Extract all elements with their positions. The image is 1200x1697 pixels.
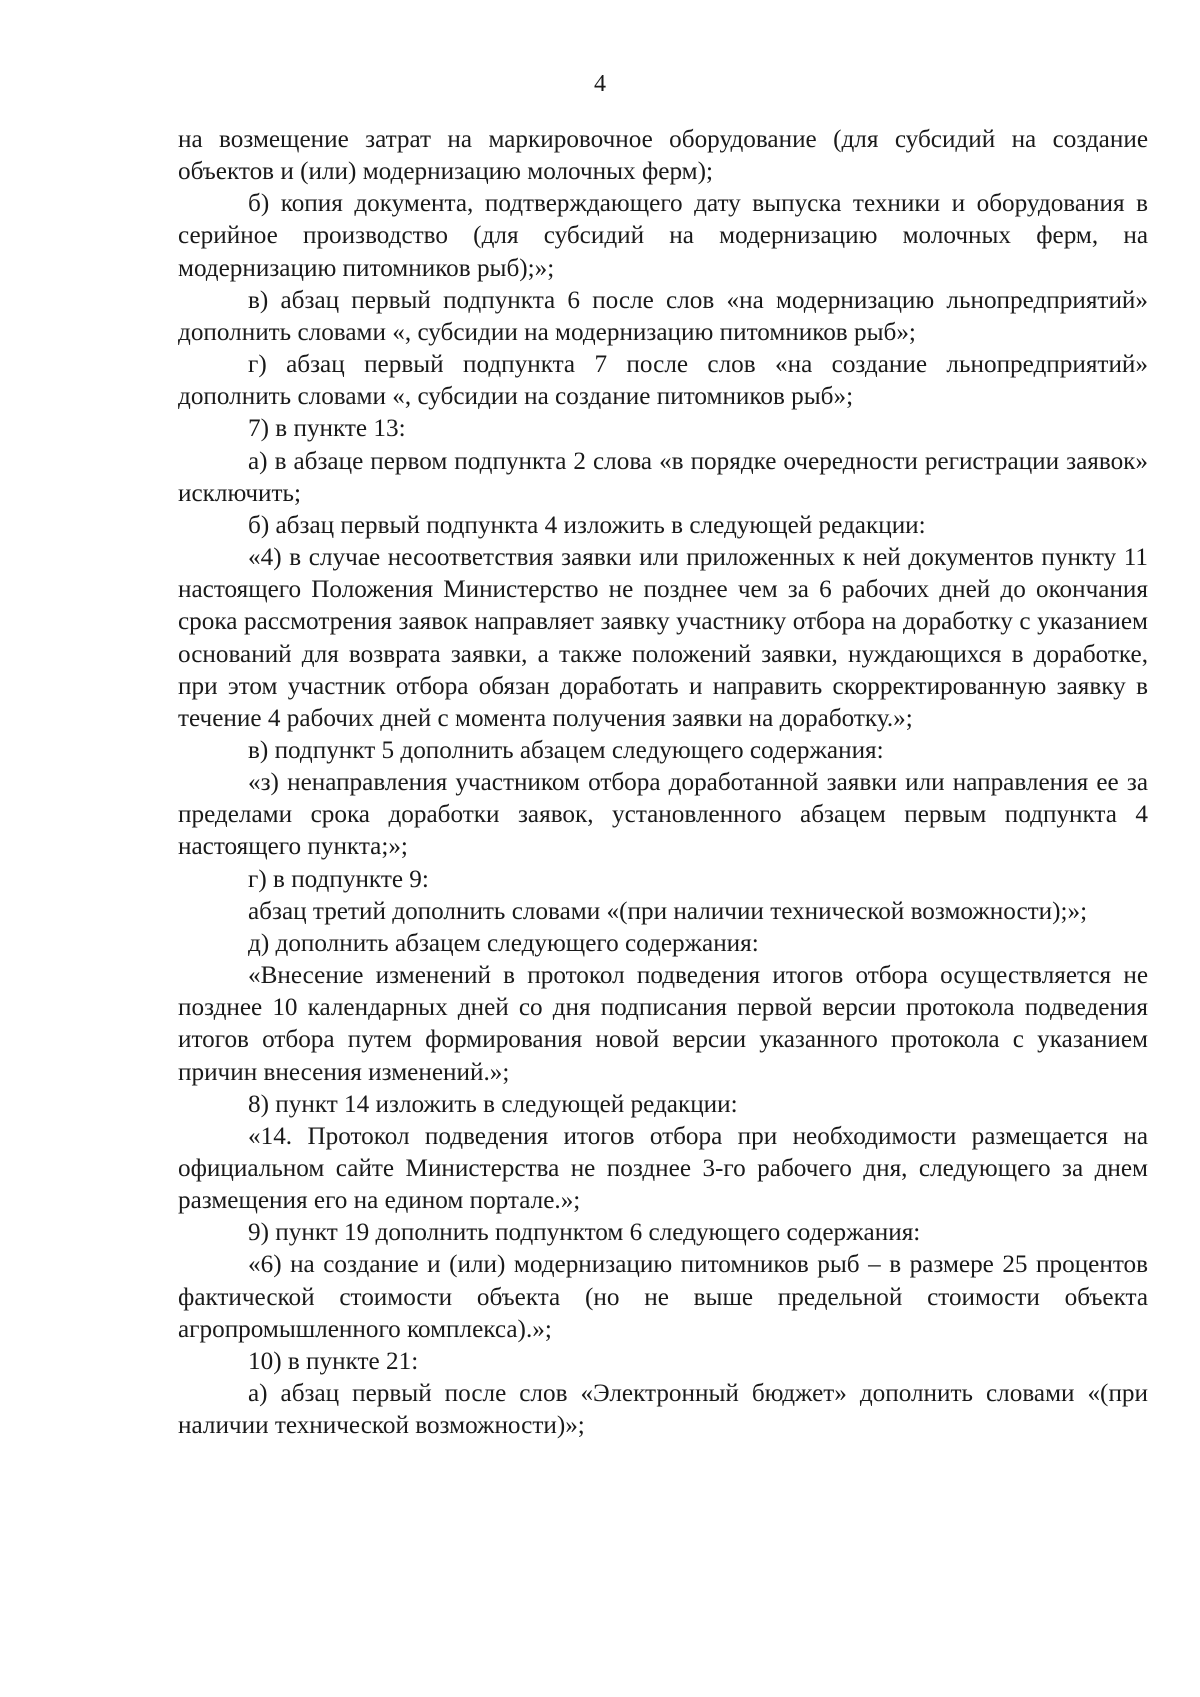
paragraph: д) дополнить абзацем следующего содержания: <box>248 929 759 957</box>
paragraph: 8) пункт 14 изложить в следующей редакции: <box>248 1090 738 1118</box>
paragraph: г) в подпункте 9: <box>248 865 429 893</box>
paragraph: абзац третий дополнить словами «(при наличии технической возможности);»; <box>248 897 1088 925</box>
paragraph: г) абзац первый подпункта 7 после слов «на создание льнопредприятий» дополнить словами «, субсидии на создание питомников рыб»; <box>178 351 1148 411</box>
paragraph: «Внесение изменений в протокол подведения итогов отбора осуществляется не позднее 10 календарных дней со дня подписания первой версии протокола подведения итогов отбора путем формирования новой версии указанного протокола с указанием причин внесения изменений.»; <box>178 962 1148 1086</box>
paragraph: «14. Протокол подведения итогов отбора при необходимости размещается на официальном сайте Министерства не позднее 3-го рабочего дня, следующего за днем размещения его на едином портале.»; <box>178 1122 1148 1215</box>
paragraph: 10) в пункте 21: <box>248 1347 419 1375</box>
paragraph: «з) ненаправления участником отбора доработанной заявки или направления ее за пределами срока доработки заявок, установленного абзацем первым подпункта 4 настоящего пункта;»; <box>178 769 1148 861</box>
document-body <box>178 124 1148 1442</box>
paragraph: а) в абзаце первом подпункта 2 слова «в порядке очередности регистрации заявок» исключить; <box>178 447 1148 507</box>
page-number: 4 <box>594 71 606 97</box>
paragraph: 7) в пункте 13: <box>248 415 406 443</box>
paragraph: б) абзац первый подпункта 4 изложить в следующей редакции: <box>248 511 926 539</box>
paragraph: «6) на создание и (или) модернизацию питомников рыб – в размере 25 процентов фактической стоимости объекта (но не выше предельной стоимости объекта агропромышленного комплекса).»; <box>178 1251 1148 1343</box>
paragraph: на возмещение затрат на маркировочное оборудование (для субсидий на создание объектов и (или) модернизацию молочных ферм); <box>178 126 1148 186</box>
paragraph: «4) в случае несоответствия заявки или приложенных к ней документов пункту 11 настоящего Положения Министерство не позднее чем за 6 рабочих дней до окончания срока рассмотрения заявок направляет заявку участнику отбора на доработку с указанием оснований для возврата заявки, а также положений заявки, нуждающихся в доработке, при этом участник отбора обязан доработать и направить скорректированную заявку в течение 4 рабочих дней с момента получения заявки на доработку.»; <box>178 544 1148 732</box>
paragraph: 9) пункт 19 дополнить подпунктом 6 следующего содержания: <box>248 1219 921 1247</box>
paragraph: а) абзац первый после слов «Электронный бюджет» дополнить словами «(при наличии технической возможности)»; <box>178 1380 1148 1440</box>
paragraph: в) подпункт 5 дополнить абзацем следующего содержания: <box>248 736 884 764</box>
paragraph: в) абзац первый подпункта 6 после слов «на модернизацию льнопредприятий» дополнить словами «, субсидии на модернизацию питомников рыб»; <box>178 286 1148 346</box>
paragraph: б) копия документа, подтверждающего дату выпуска техники и оборудования в серийное производство (для субсидий на модернизацию молочных ферм, на модернизацию питомников рыб);»; <box>178 190 1148 282</box>
